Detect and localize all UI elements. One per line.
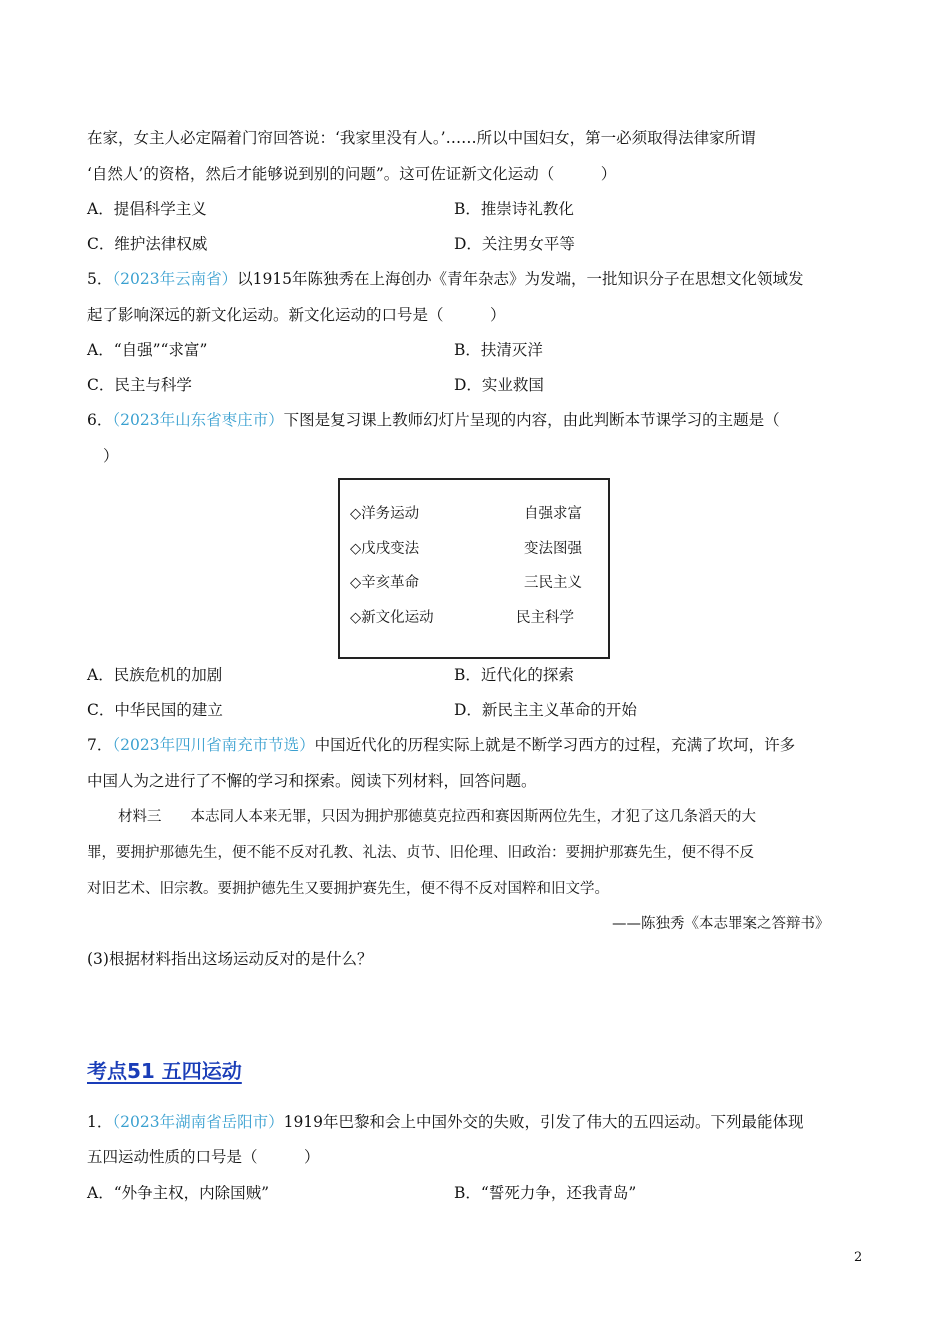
q7-material-line-3: 对旧艺术、旧宗教。要拥护德先生又要拥护赛先生，便不得不反对国粹和旧文学。 (87, 881, 609, 897)
slide-item-left: ◇洋务运动 (350, 506, 420, 522)
q5-option-b: B．扶清灭洋 (454, 341, 543, 359)
s1-stem-1: 1919年巴黎和会上中国外交的失败，引发了伟大的五四运动。下列最能体现 (283, 1113, 804, 1131)
q7-subquestion: (3)根据材料指出这场运动反对的是什么？ (87, 950, 373, 968)
q6-line-1 (87, 409, 780, 431)
q5-option-c: C．民主与科学 (87, 376, 192, 394)
slide-item-right: 变法图强 (524, 541, 582, 557)
q4-option-d: D．关注男女平等 (454, 235, 575, 253)
q4-line-1: 在家，女主人必定隔着门帘回答说：‘我家里没有人。’……所以中国妇女，第一必须取得法律家所谓 (87, 129, 756, 147)
q6-number: 6． (87, 411, 113, 429)
q7-line-1 (87, 734, 795, 756)
slide-item-left: ◇戊戌变法 (350, 541, 420, 557)
q7-stem-1: 中国近代化的历程实际上就是不断学习西方的过程，充满了坎坷，许多 (314, 736, 796, 754)
q6-line-2: ） (103, 447, 119, 465)
slide-item-right: 三民主义 (524, 575, 582, 591)
slide-item-left: ◇新文化运动 (350, 610, 434, 626)
q7-material-line-2: 罪，要拥护那德先生，便不能不反对孔教、礼法、贞节、旧伦理、旧政治：要拥护那赛先生，便不得不反 (87, 845, 754, 861)
q5-line-2: 起了影响深远的新文化运动。新文化运动的口号是（ ） (87, 306, 506, 324)
section-heading[interactable]: 考点51 五四运动 (87, 1059, 242, 1083)
q7-citation: ——陈独秀《本志罪案之答辩书》 (612, 916, 830, 932)
q4-option-a: A．提倡科学主义 (87, 200, 207, 218)
s1-source: （2023年湖南省岳阳市） (112, 1113, 284, 1131)
q7-material-line-1: 材料三 本志同人本来无罪，只因为拥护那德莫克拉西和赛因斯两位先生，才犯了这几条滔天的大 (118, 809, 756, 825)
q4-line-2: ‘自然人’的资格，然后才能够说到别的问题”。这可佐证新文化运动（ ） (87, 165, 617, 183)
q6-option-b: B．近代化的探索 (454, 666, 574, 684)
slide-box (338, 478, 610, 659)
s1-line-1 (87, 1111, 804, 1133)
page-number: 2 (854, 1250, 863, 1265)
q5-line-1 (87, 268, 804, 290)
q6-stem-1: 下图是复习课上教师幻灯片呈现的内容，由此判断本节课学习的主题是（ (283, 411, 780, 429)
q7-source: （2023年四川省南充市节选） (112, 736, 315, 754)
q5-stem-1: 以1915年陈独秀在上海创办《青年杂志》为发端，一批知识分子在思想文化领域发 (237, 270, 804, 288)
slide-item-right: 民主科学 (516, 610, 574, 626)
q6-source: （2023年山东省枣庄市） (112, 411, 284, 429)
q5-source: （2023年云南省） (112, 270, 238, 288)
q4-option-b: B．推崇诗礼教化 (454, 200, 574, 218)
q6-option-c: C．中华民国的建立 (87, 701, 223, 719)
q4-option-c: C．维护法律权威 (87, 235, 208, 253)
s1-option-a: A．“外争主权，内除国贼” (87, 1184, 270, 1202)
q5-number: 5． (87, 270, 113, 288)
q5-option-d: D．实业救国 (454, 376, 544, 394)
q7-number: 7． (87, 736, 113, 754)
q6-option-a: A．民族危机的加剧 (87, 666, 223, 684)
s1-line-2: 五四运动性质的口号是（ ） (87, 1148, 320, 1166)
s1-number: 1． (87, 1113, 113, 1131)
q7-line-2: 中国人为之进行了不懈的学习和探索。阅读下列材料，回答问题。 (87, 772, 537, 790)
slide-item-left: ◇辛亥革命 (350, 575, 420, 591)
slide-item-right: 自强求富 (524, 506, 582, 522)
s1-option-b: B．“誓死力争，还我青岛” (454, 1184, 637, 1202)
q6-option-d: D．新民主主义革命的开始 (454, 701, 637, 719)
q5-option-a: A．“自强”“求富” (87, 341, 208, 359)
